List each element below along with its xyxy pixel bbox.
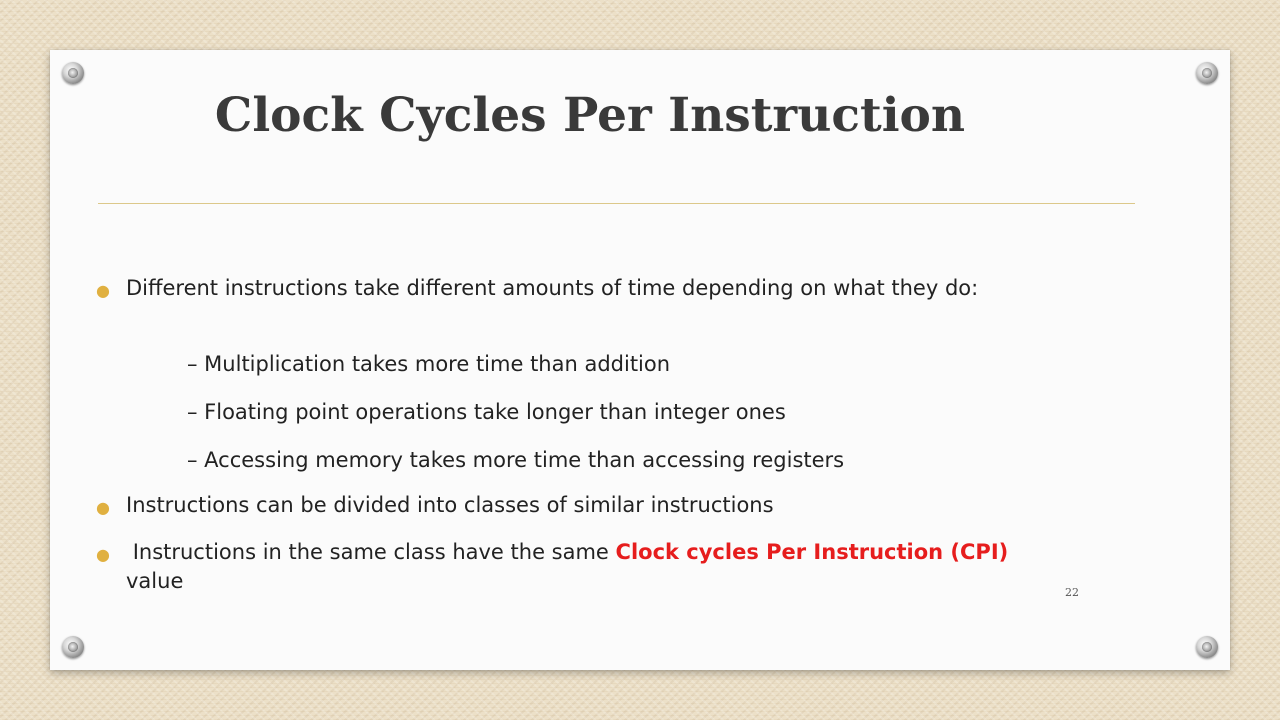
corner-rivet-icon	[1196, 62, 1218, 84]
bullet-dot-icon: ●	[96, 498, 110, 517]
bullet-text	[126, 538, 1056, 596]
bullet-text: Instructions can be divided into classes of similar instructions	[126, 493, 774, 517]
corner-rivet-icon	[1196, 636, 1218, 658]
bullet-dot-icon: ●	[96, 545, 110, 564]
cpi-highlight: Clock cycles Per Instruction (CPI)	[615, 540, 1009, 564]
bullet-dot-icon: ●	[96, 281, 110, 300]
corner-rivet-icon	[62, 62, 84, 84]
bullet-text-after: value	[126, 540, 1015, 593]
slide-title: Clock Cycles Per Instruction	[214, 88, 966, 143]
title-divider	[98, 203, 1135, 204]
corner-rivet-icon	[62, 636, 84, 658]
bullet-text-before: Instructions in the same class have the same	[126, 540, 616, 564]
sub-bullet-item: – Floating point operations take longer than integer ones	[187, 400, 786, 424]
sub-bullet-item: – Accessing memory takes more time than accessing registers	[187, 448, 845, 472]
slide-number: 22	[1065, 586, 1079, 599]
bullet-text: Different instructions take different amounts of time depending on what they do:	[126, 276, 979, 300]
sub-bullet-item: – Multiplication takes more time than addition	[187, 352, 671, 376]
